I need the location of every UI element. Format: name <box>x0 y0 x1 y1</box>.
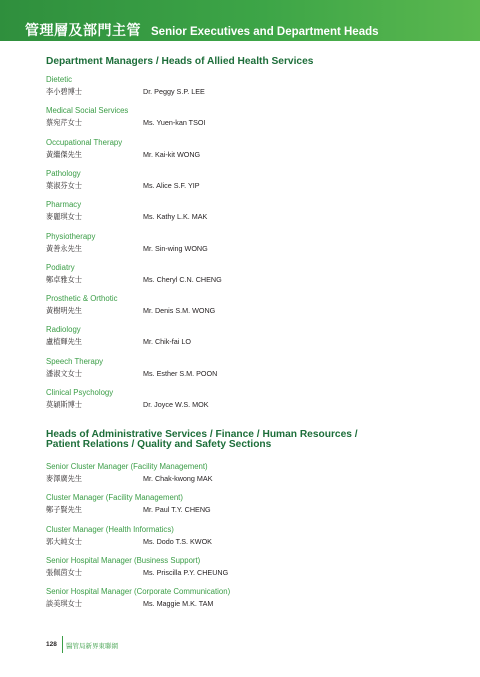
staff-entry <box>46 556 446 578</box>
chinese-name: 黃繼傑先生 <box>46 149 82 159</box>
name-row <box>46 537 446 547</box>
chinese-name: 鄭卓雅女士 <box>46 274 82 284</box>
role-title: Pathology <box>46 168 81 178</box>
role-title: Prosthetic & Orthotic <box>46 294 118 304</box>
staff-entry <box>46 169 446 191</box>
english-name: Ms. Alice S.F. YIP <box>143 180 200 190</box>
staff-entry <box>46 357 446 379</box>
role-title: Cluster Manager (Facility Management) <box>46 493 183 503</box>
staff-entry <box>46 75 446 97</box>
name-row <box>46 150 446 160</box>
english-name: Mr. Denis S.M. WONG <box>143 306 216 316</box>
staff-entry <box>46 200 446 222</box>
english-name: Ms. Dodo T.S. KWOK <box>143 536 212 546</box>
english-name: Dr. Joyce W.S. MOK <box>143 400 209 409</box>
role-title: Occupational Therapy <box>46 137 123 147</box>
header-title-zh: 管理層及部門主管 <box>25 22 141 38</box>
name-row <box>46 275 446 285</box>
staff-entry <box>46 525 446 547</box>
role-title: Senior Cluster Manager (Facility Management) <box>46 462 208 471</box>
english-name: Mr. Paul T.Y. CHENG <box>143 505 211 515</box>
name-row <box>46 568 446 578</box>
chinese-name: 李小碧博士 <box>46 87 82 96</box>
name-row <box>46 181 446 191</box>
english-name: Mr. Chak-kwong MAK <box>143 474 213 483</box>
chinese-name: 郭大純女士 <box>46 536 82 546</box>
chinese-name: 麥麗琪女士 <box>46 212 82 222</box>
staff-entry <box>46 462 446 484</box>
name-row <box>46 474 446 484</box>
english-name: Ms. Maggie M.K. TAM <box>143 599 214 609</box>
english-name: Dr. Peggy S.P. LEE <box>143 87 205 96</box>
staff-entry <box>46 388 446 410</box>
header-title-en: Senior Executives and Department Heads <box>151 26 379 38</box>
role-title: Medical Social Services <box>46 106 129 116</box>
english-name: Mr. Chik-fai LO <box>143 337 191 347</box>
english-name: Ms. Esther S.M. POON <box>143 368 218 378</box>
english-name: Mr. Sin-wing WONG <box>143 243 208 253</box>
chinese-name: 潘淑文女士 <box>46 368 82 378</box>
role-title: Physiotherapy <box>46 231 96 241</box>
name-row <box>46 505 446 515</box>
role-title: Cluster Manager (Health Informatics) <box>46 524 174 534</box>
chinese-name: 盧植輝先生 <box>46 337 82 347</box>
staff-entry <box>46 325 446 347</box>
chinese-name: 葉淑芬女士 <box>46 180 82 190</box>
footer-label: 醫管局新界東聯網 <box>66 643 118 650</box>
staff-entry <box>46 263 446 285</box>
section-title-administrative: Heads of Administrative Services / Finance / Human Resources / Patient Relations / Quality and Safety Sections <box>46 429 358 450</box>
english-name: Ms. Yuen-kan TSOI <box>143 118 206 128</box>
name-row <box>46 212 446 222</box>
english-name: Ms. Kathy L.K. MAK <box>143 212 208 222</box>
section-title-allied-health: Department Managers / Heads of Allied Health Services <box>46 56 314 67</box>
chinese-name: 談美琪女士 <box>46 599 82 609</box>
staff-entry <box>46 106 446 128</box>
role-title: Senior Hospital Manager (Corporate Communication) <box>46 587 231 597</box>
name-row <box>46 244 446 254</box>
role-title: Radiology <box>46 325 81 335</box>
staff-entry <box>46 587 446 609</box>
role-title: Clinical Psychology <box>46 388 114 397</box>
chinese-name: 鄭子賢先生 <box>46 505 82 515</box>
staff-entry <box>46 493 446 515</box>
name-row <box>46 400 446 410</box>
role-title: Speech Therapy <box>46 356 104 366</box>
name-row <box>46 337 446 347</box>
role-title: Senior Hospital Manager (Business Support) <box>46 555 201 565</box>
role-title: Dietetic <box>46 75 72 84</box>
english-name: Ms. Cheryl C.N. CHENG <box>143 274 222 284</box>
role-title: Podiatry <box>46 262 75 272</box>
english-name: Mr. Kai-kit WONG <box>143 149 201 159</box>
staff-entry <box>46 232 446 254</box>
page-number: 128 <box>46 641 57 648</box>
name-row <box>46 306 446 316</box>
page-header <box>25 21 379 41</box>
chinese-name: 莫穎斯博士 <box>46 400 82 409</box>
staff-entry <box>46 294 446 316</box>
english-name: Ms. Priscilla P.Y. CHEUNG <box>143 567 229 577</box>
staff-entry <box>46 138 446 160</box>
chinese-name: 黃善永先生 <box>46 243 82 253</box>
chinese-name: 蔡宛芹女士 <box>46 118 82 128</box>
footer-divider <box>62 636 63 653</box>
role-title: Pharmacy <box>46 200 82 210</box>
chinese-name: 麥澤廣先生 <box>46 474 82 483</box>
name-row <box>46 369 446 379</box>
chinese-name: 張佩茵女士 <box>46 567 82 577</box>
name-row <box>46 87 446 97</box>
name-row <box>46 599 446 609</box>
name-row <box>46 118 446 128</box>
chinese-name: 黃樹明先生 <box>46 306 82 316</box>
